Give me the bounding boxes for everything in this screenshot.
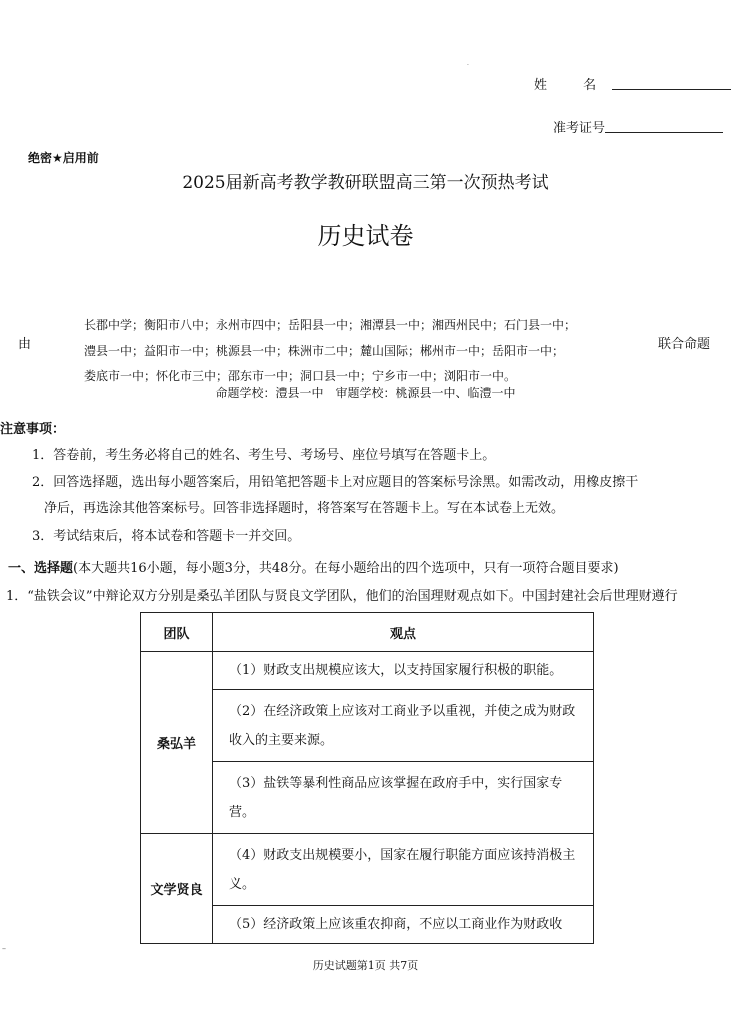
name-blank[interactable]: [612, 77, 731, 90]
opinion-table: [140, 612, 594, 944]
author-schools: 命题学校：澧县一中 审题学校：桃源县一中、临澧一中: [215, 386, 516, 400]
column-header-team: 团队: [141, 613, 213, 652]
view-cell: （1）财政支出规模应该大，以支持国家履行积极的职能。: [213, 652, 594, 690]
question-1-stem: 1．“盐铁会议”中辩论双方分别是桑弘羊团队与贤良文学团队，他们的治国理财观点如下。中国封建社会后世理财遵行: [6, 589, 678, 604]
secret-mark: 绝密★启用前: [28, 151, 99, 165]
schools-prefix: 由: [18, 337, 32, 352]
view-cell: （3）盐铁等暴利性商品应该掌握在政府手中，实行国家专营。: [213, 762, 594, 834]
exam-id-label: 准考证号: [553, 121, 606, 136]
column-header-view: 观点: [213, 613, 594, 652]
notice-item: 1．答卷前，考生务必将自己的姓名、考生号、考场号、座位号填写在答题卡上。: [32, 448, 496, 463]
group-sang-hongyang: 桑弘羊: [141, 652, 213, 834]
section-description: (本大题共16小题，每小题3分，共48分。在每小题给出的四个选项中，只有一项符合题目要求): [73, 561, 619, 576]
name-label: 姓 名: [534, 78, 613, 93]
margin-mark: –: [2, 944, 6, 953]
table-header-row: [141, 613, 594, 652]
table-row: [141, 652, 594, 690]
school-list-line: 澧县一中；益阳市一中；桃源县一中；株洲市二中；麓山国际；郴州市一中；岳阳市一中；: [84, 344, 565, 358]
subject-title: 历史试卷: [317, 222, 414, 250]
schools-suffix: 联合命题: [658, 337, 711, 352]
notice-item: 2．回答选择题，选出每小题答案后，用铅笔把答题卡上对应题目的答案标号涂黑。如需改动，用橡皮擦干: [32, 475, 639, 490]
view-cell: （2）在经济政策上应该对工商业予以重视，并使之成为财政收入的主要来源。: [213, 690, 594, 762]
page-footer: 历史试题第1页 共7页: [312, 959, 419, 972]
view-cell: （5）经济政策上应该重农抑商，不应以工商业作为财政收: [213, 906, 594, 944]
group-scholars: 文学贤良: [141, 834, 213, 944]
school-list-line: 娄底市一中；怀化市三中；邵东市一中；洞口县一中；宁乡市一中；浏阳市一中。: [84, 369, 517, 383]
notice-item-continued: 净后，再选涂其他答案标号。回答非选择题时，将答案写在答题卡上。写在本试卷上无效。: [44, 501, 565, 516]
school-list-line: 长郡中学；衡阳市八中；永州市四中；岳阳县一中；湘潭县一中；湘西州民中；石门县一中；: [84, 318, 577, 332]
view-cell: （4）财政支出规模要小，国家在履行职能方面应该持消极主义。: [213, 834, 594, 906]
scan-dot: ·: [467, 62, 469, 69]
notice-heading: 注意事项：: [0, 422, 66, 437]
section-heading: [8, 557, 619, 576]
notice-item: 3．考试结束后，将本试卷和答题卡一并交回。: [32, 529, 301, 544]
section-title: 一、选择题: [8, 561, 74, 576]
table-row: [141, 834, 594, 906]
name-field[interactable]: [534, 74, 731, 93]
exam-id-blank[interactable]: [605, 120, 723, 133]
exam-title: 2025届新高考教学教研联盟高三第一次预热考试: [182, 173, 549, 193]
exam-id-field[interactable]: [553, 117, 723, 136]
